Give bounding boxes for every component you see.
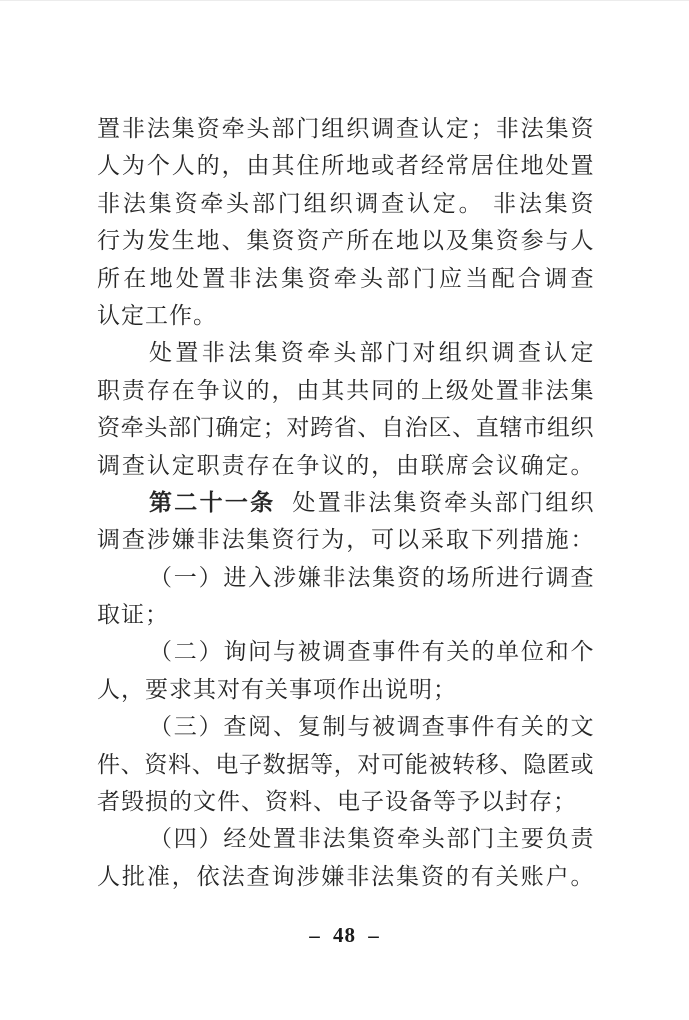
text-line: 处置非法集资牵头部门对组织调查认定 xyxy=(149,340,594,366)
paragraph-item-4 xyxy=(97,820,594,895)
text-line: 资牵头部门确定；对跨省、自治区、直辖市组织 xyxy=(97,415,594,441)
text-line: 人为个人的，由其住所地或者经常居住地处置 xyxy=(97,153,594,179)
text-line: （二）询问与被调查事件有关的单位和个 xyxy=(149,639,594,665)
paragraph xyxy=(97,110,594,334)
text-line: 人，要求其对有关事项作出说明； xyxy=(97,676,457,702)
text-block xyxy=(97,110,594,895)
text-line: 调查涉嫌非法集资行为，可以采取下列措施： xyxy=(97,527,594,553)
text-line: （三）查阅、复制与被调查事件有关的文 xyxy=(149,714,594,740)
text-line: 调查认定职责存在争议的，由联席会议确定。 xyxy=(97,452,594,478)
paragraph-item-3 xyxy=(97,708,594,820)
text-line: 人批准，依法查询涉嫌非法集资的有关账户。 xyxy=(97,863,594,889)
text-line: （一）进入涉嫌非法集资的场所进行调查 xyxy=(149,564,594,590)
text-line: 职责存在争议的，由其共同的上级处置非法集 xyxy=(97,377,594,403)
text-line: 所在地处置非法集资牵头部门应当配合调查 xyxy=(97,265,594,291)
text-line: （四）经处置非法集资牵头部门主要负责 xyxy=(149,826,594,852)
text-line: 取证； xyxy=(97,602,169,628)
text-line: 行为发生地、集资资产所在地以及集资参与人 xyxy=(97,228,594,254)
text-line: 非法集资牵头部门组织调查认定。 非法集资 xyxy=(97,190,594,216)
paragraph-item-1 xyxy=(97,559,594,634)
text-line: 置非法集资牵头部门组织调查认定；非法集资 xyxy=(97,116,594,141)
article-number-label: 第二十一条 xyxy=(149,489,276,515)
paragraph-article-21 xyxy=(97,484,594,559)
text-line: 者毁损的文件、资料、电子设备等予以封存； xyxy=(97,789,577,815)
text-line xyxy=(97,484,594,521)
paragraph xyxy=(97,334,594,484)
article-text: 处置非法集资牵头部门组织 xyxy=(292,489,594,515)
paragraph-item-2 xyxy=(97,633,594,708)
page-number: – 48 – xyxy=(309,923,380,947)
text-line: 件、资料、电子数据等，对可能被转移、隐匿或 xyxy=(97,751,594,777)
text-line: 认定工作。 xyxy=(97,302,217,328)
page-footer xyxy=(0,924,689,946)
